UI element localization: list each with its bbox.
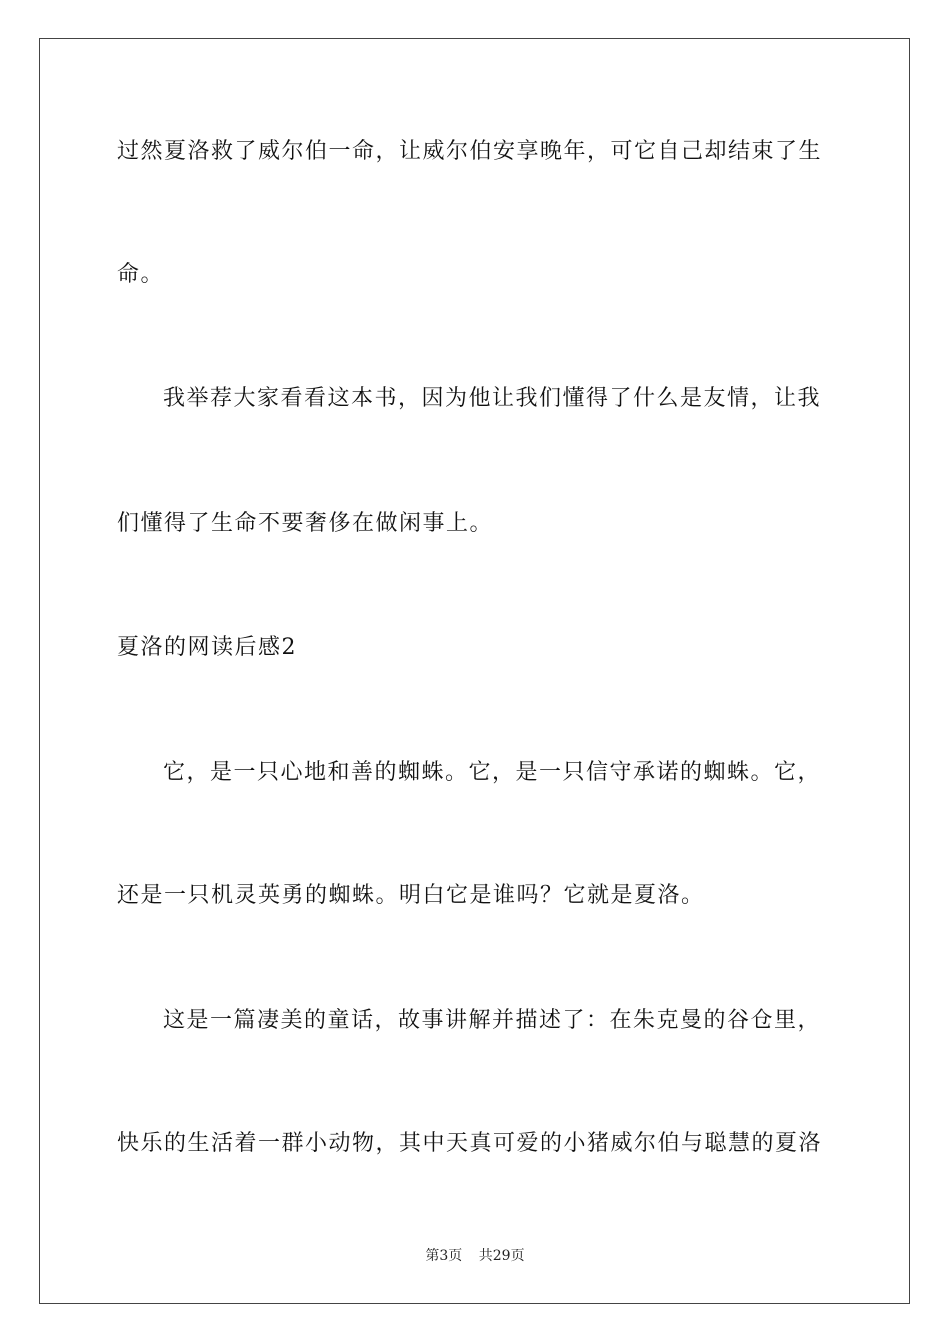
page-number: 第3页	[425, 1248, 463, 1264]
paragraph-start-line: 这是一篇凄美的童话，故事讲解并描述了：在朱克曼的谷仓里，	[163, 1008, 822, 1033]
body-text-line: 过然夏洛救了威尔伯一命，让威尔伯安享晚年，可它自己却结束了生	[117, 139, 823, 164]
total-pages: 共29页	[478, 1248, 525, 1264]
section-heading: 夏洛的网读后感2	[117, 635, 297, 660]
paragraph-start-line: 它，是一只心地和善的蜘蛛。它，是一只信守承诺的蜘蛛。它，	[163, 760, 822, 785]
body-text-line: 命。	[117, 262, 165, 287]
page-border	[39, 38, 910, 1304]
body-text-line: 们懂得了生命不要奢侈在做闲事上。	[117, 511, 494, 536]
body-text-line: 快乐的生活着一群小动物，其中天真可爱的小猪威尔伯与聪慧的夏洛	[117, 1131, 823, 1156]
body-text-line: 还是一只机灵英勇的蜘蛛。明白它是谁吗？它就是夏洛。	[117, 883, 705, 908]
paragraph-start-line: 我举荐大家看看这本书，因为他让我们懂得了什么是友情，让我	[163, 386, 822, 411]
page-footer	[0, 1247, 950, 1265]
